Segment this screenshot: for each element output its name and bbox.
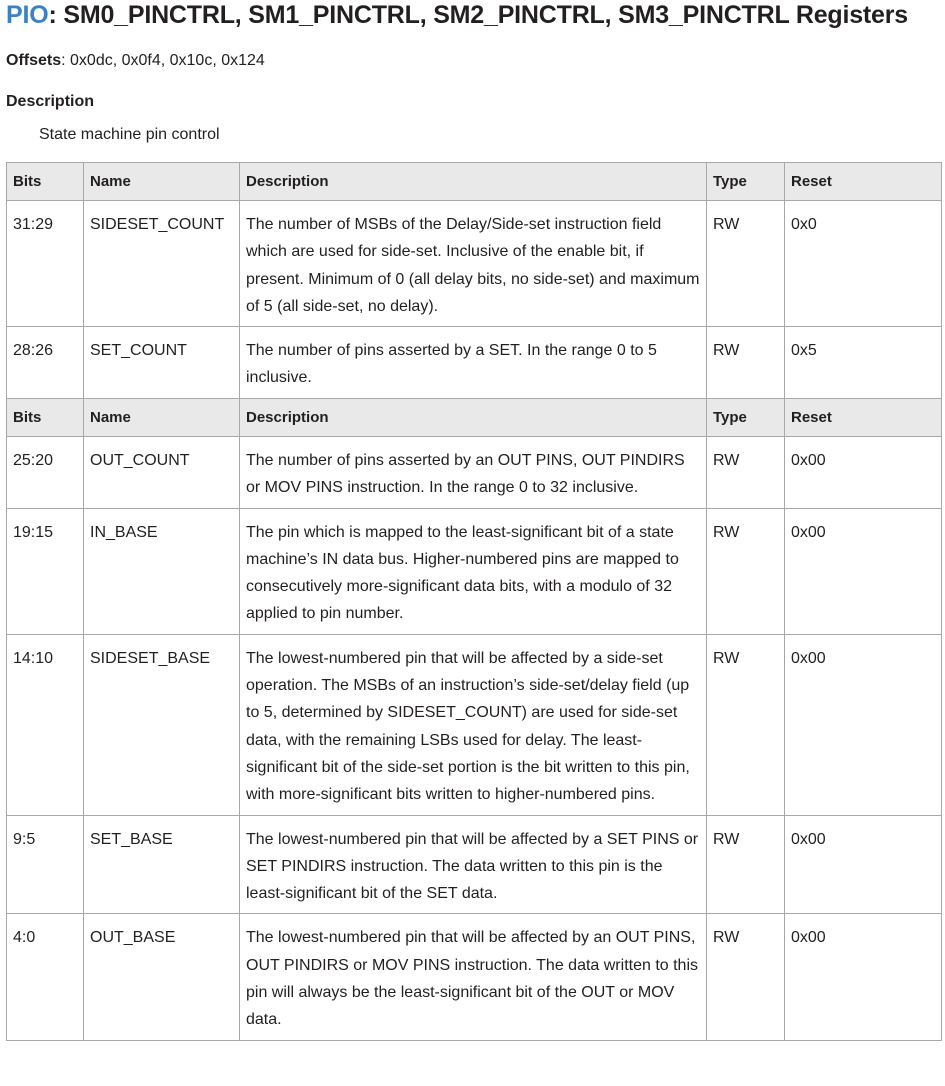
cell-bits: 25:20 [7,437,84,509]
cell-description: The number of pins asserted by an OUT PINS, OUT PINDIRS or MOV PINS instruction. In the range 0 to 32 inclusive. [240,437,707,509]
table-row [7,508,942,634]
offsets-label: Offsets [6,52,62,69]
header-name: Name [84,399,240,437]
cell-description: The lowest-numbered pin that will be affected by a SET PINS or SET PINDIRS instruction. The data written to this pin is the least-significant bit of the SET data. [240,815,707,914]
cell-reset: 0x00 [785,914,942,1040]
table-header-row [7,163,942,201]
cell-type: RW [707,914,785,1040]
cell-description: The lowest-numbered pin that will be affected by a side-set operation. The MSBs of an instruction’s side-set/delay field (up to 5, determined by SIDESET_COUNT) are used for side-set data, with the remaining LSBs used for delay. The least-significant bit of the side-set portion is the bit written to this pin, with more-significant bits written to higher-numbered pins. [240,634,707,815]
offsets-line [6,51,265,71]
header-type: Type [707,399,785,437]
cell-bits: 14:10 [7,634,84,815]
cell-reset: 0x5 [785,327,942,399]
header-bits: Bits [7,399,84,437]
table-row [7,201,942,327]
cell-type: RW [707,201,785,327]
title-text: : SM0_PINCTRL, SM1_PINCTRL, SM2_PINCTRL, SM3_PINCTRL Registers [48,1,908,29]
header-description: Description [240,163,707,201]
cell-reset: 0x0 [785,201,942,327]
table-row [7,437,942,509]
cell-type: RW [707,634,785,815]
cell-reset: 0x00 [785,634,942,815]
table-row [7,327,942,399]
cell-description: The lowest-numbered pin that will be affected by an OUT PINS, OUT PINDIRS or MOV PINS instruction. The data written to this pin will always be the least-significant bit of the OUT or MOV data. [240,914,707,1040]
description-text: State machine pin control [39,126,220,143]
header-bits: Bits [7,163,84,201]
description-heading: Description [6,93,95,110]
header-reset: Reset [785,399,942,437]
table-row [7,914,942,1040]
offsets-value: : 0x0dc, 0x0f4, 0x10c, 0x124 [61,52,265,69]
cell-type: RW [707,327,785,399]
header-reset: Reset [785,163,942,201]
register-table-part-2 [6,398,942,1041]
cell-name: SET_BASE [84,815,240,914]
register-table-part-1 [6,162,942,399]
cell-reset: 0x00 [785,437,942,509]
header-type: Type [707,163,785,201]
cell-description: The number of MSBs of the Delay/Side-set instruction field which are used for side-set. Inclusive of the enable bit, if present. Minimum of 0 (all delay bits, no side-set) and maximum of 5 (all side-set, no delay). [240,201,707,327]
cell-bits: 31:29 [7,201,84,327]
cell-reset: 0x00 [785,815,942,914]
header-description: Description [240,399,707,437]
cell-name: SIDESET_BASE [84,634,240,815]
cell-bits: 28:26 [7,327,84,399]
page-title [6,0,908,30]
cell-name: IN_BASE [84,508,240,634]
cell-name: SIDESET_COUNT [84,201,240,327]
cell-bits: 4:0 [7,914,84,1040]
cell-type: RW [707,815,785,914]
cell-name: OUT_BASE [84,914,240,1040]
table-row [7,815,942,914]
cell-bits: 19:15 [7,508,84,634]
table-header-row [7,399,942,437]
title-prefix-link[interactable]: PIO [6,1,49,29]
table-row [7,634,942,815]
cell-name: OUT_COUNT [84,437,240,509]
cell-name: SET_COUNT [84,327,240,399]
cell-type: RW [707,508,785,634]
cell-bits: 9:5 [7,815,84,914]
cell-reset: 0x00 [785,508,942,634]
header-name: Name [84,163,240,201]
cell-type: RW [707,437,785,509]
cell-description: The pin which is mapped to the least-significant bit of a state machine’s IN data bus. Higher-numbered pins are mapped to consecutively more-significant data bits, with a modulo of 32 applied to pin number. [240,508,707,634]
cell-description: The number of pins asserted by a SET. In the range 0 to 5 inclusive. [240,327,707,399]
